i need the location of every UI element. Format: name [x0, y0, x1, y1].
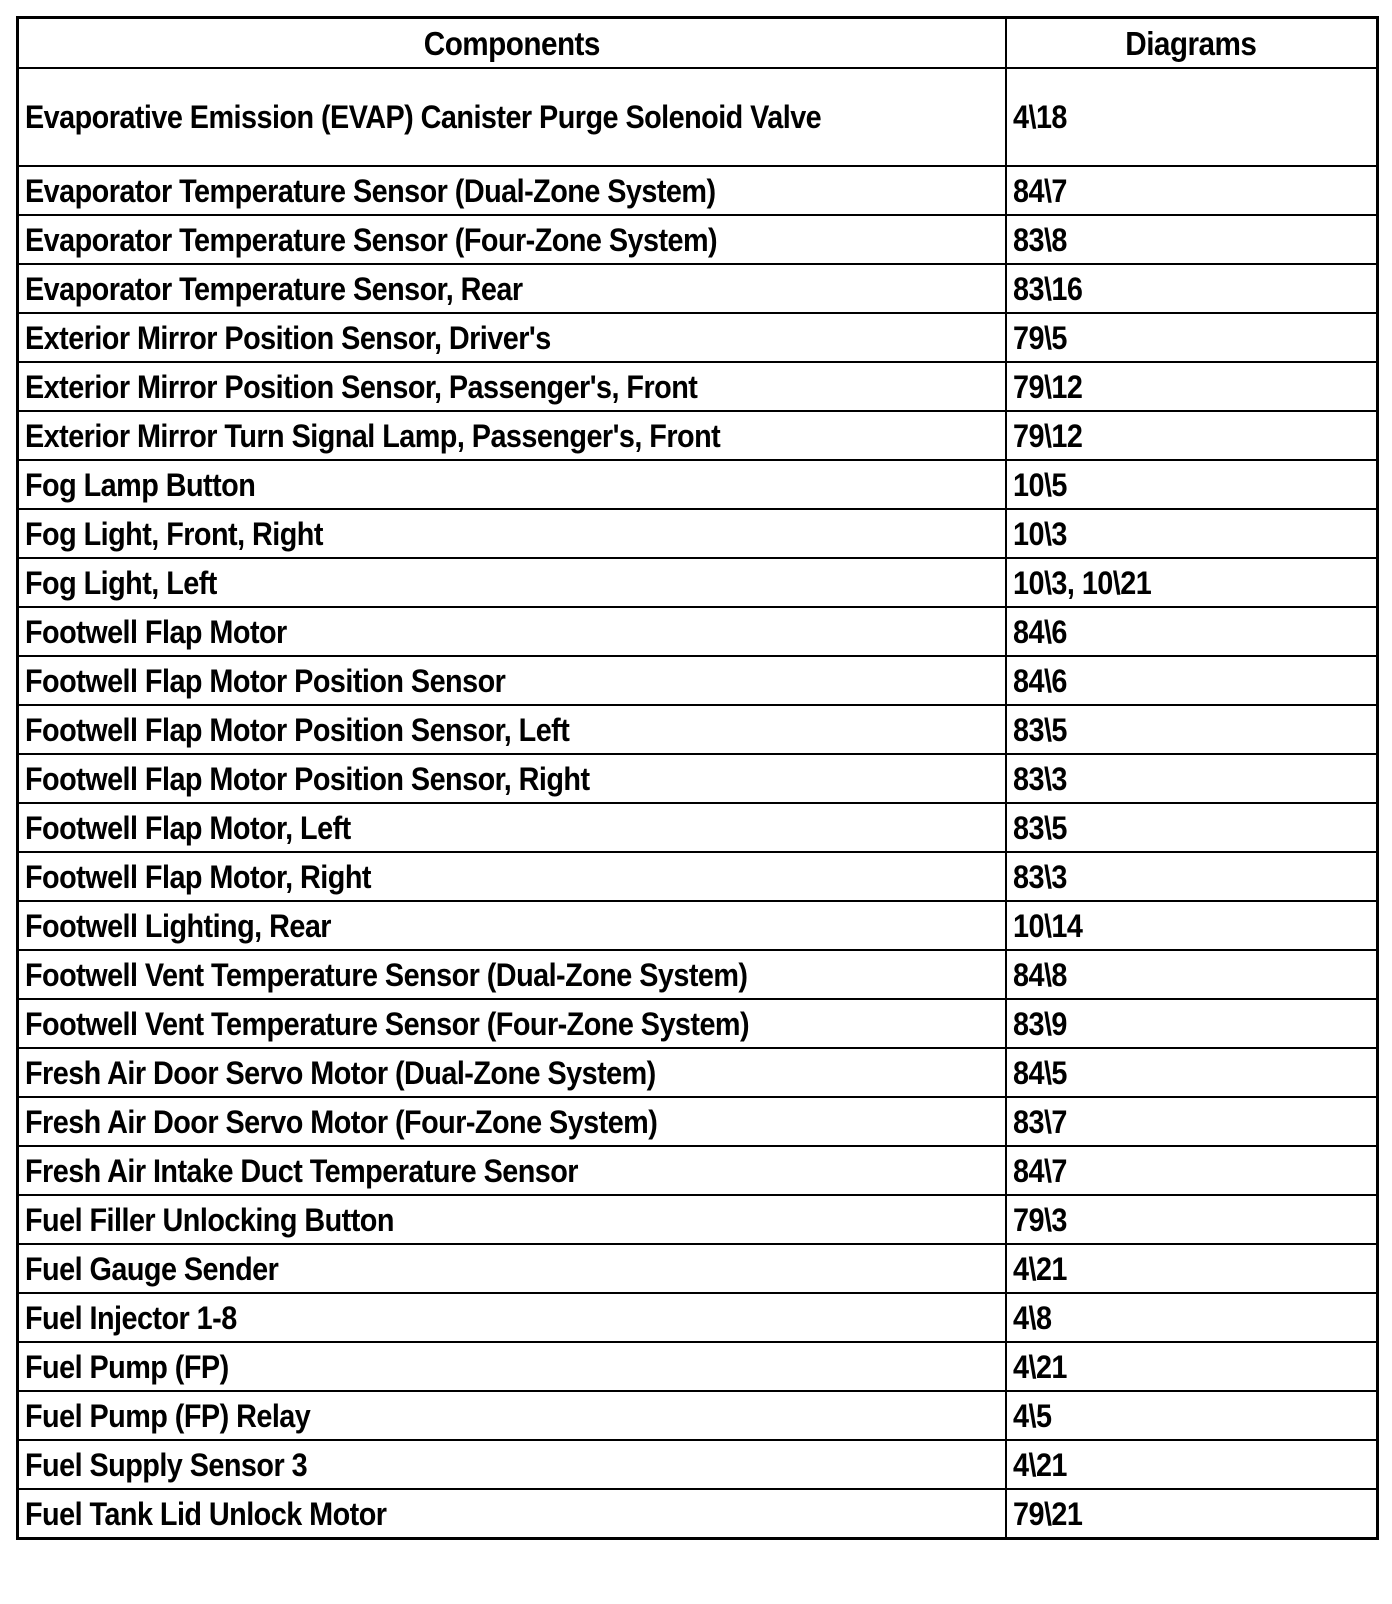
- table-row: [18, 215, 1378, 264]
- component-name: Exterior Mirror Position Sensor, Passenger's, Front: [25, 368, 698, 405]
- diagram-cell: [1006, 1097, 1378, 1146]
- component-cell: [18, 1489, 1006, 1539]
- table-row: [18, 1391, 1378, 1440]
- component-cell: [18, 166, 1006, 215]
- component-name: Exterior Mirror Turn Signal Lamp, Passenger's, Front: [25, 417, 721, 454]
- table-row: [18, 607, 1378, 656]
- diagram-ref: 4\18: [1012, 99, 1067, 135]
- diagram-ref: 84\6: [1012, 662, 1067, 699]
- diagram-cell: [1006, 950, 1378, 999]
- diagram-cell: [1006, 215, 1378, 264]
- diagram-cell: [1006, 705, 1378, 754]
- component-cell: [18, 313, 1006, 362]
- diagram-cell: [1006, 1489, 1378, 1539]
- diagram-ref: 83\7: [1012, 1103, 1067, 1140]
- component-name: Footwell Flap Motor, Left: [25, 809, 351, 846]
- table-row: [18, 558, 1378, 607]
- diagram-ref: 84\5: [1012, 1054, 1067, 1091]
- component-name: Footwell Flap Motor Position Sensor, Left: [25, 711, 570, 748]
- header-row: [18, 18, 1378, 69]
- document-page: [16, 16, 1376, 1540]
- table-row: [18, 950, 1378, 999]
- component-name: Fresh Air Intake Duct Temperature Sensor: [25, 1152, 578, 1189]
- diagram-ref: 83\5: [1012, 809, 1067, 846]
- table-row: [18, 754, 1378, 803]
- table-row: [18, 1440, 1378, 1489]
- component-name: Fog Light, Front, Right: [25, 515, 323, 552]
- diagram-cell: [1006, 656, 1378, 705]
- component-cell: [18, 1293, 1006, 1342]
- component-name: Fresh Air Door Servo Motor (Dual-Zone System): [25, 1054, 656, 1091]
- diagram-ref: 79\12: [1012, 368, 1082, 405]
- table-row: [18, 411, 1378, 460]
- table-row: [18, 264, 1378, 313]
- table-row: [18, 1244, 1378, 1293]
- component-cell: [18, 999, 1006, 1048]
- component-name: Fuel Filler Unlocking Button: [25, 1201, 394, 1238]
- diagram-ref: 83\3: [1012, 760, 1067, 797]
- diagram-cell: [1006, 362, 1378, 411]
- diagram-cell: [1006, 803, 1378, 852]
- component-cell: [18, 264, 1006, 313]
- component-name: Fresh Air Door Servo Motor (Four-Zone System): [25, 1103, 658, 1140]
- table-row: [18, 852, 1378, 901]
- table-row: [18, 509, 1378, 558]
- diagram-ref: 4\21: [1012, 1348, 1067, 1385]
- diagram-ref: 84\7: [1012, 1152, 1067, 1189]
- diagram-cell: [1006, 558, 1378, 607]
- component-cell: [18, 607, 1006, 656]
- component-name: Footwell Vent Temperature Sensor (Dual-Zone System): [25, 956, 748, 993]
- diagram-cell: [1006, 901, 1378, 950]
- diagram-ref: 83\9: [1012, 1005, 1067, 1042]
- table-row: [18, 1342, 1378, 1391]
- component-name: Footwell Vent Temperature Sensor (Four-Zone System): [25, 1005, 750, 1042]
- diagram-ref: 10\3, 10\21: [1012, 564, 1151, 601]
- diagram-ref: 79\21: [1012, 1495, 1082, 1532]
- diagram-ref: 79\5: [1012, 319, 1067, 356]
- table-row: [18, 656, 1378, 705]
- table-row: [18, 803, 1378, 852]
- diagram-cell: [1006, 460, 1378, 509]
- diagram-ref: 79\3: [1012, 1201, 1067, 1238]
- table-row: [18, 1195, 1378, 1244]
- component-cell: [18, 509, 1006, 558]
- component-cell: [18, 558, 1006, 607]
- table-row: [18, 1146, 1378, 1195]
- component-cell: [18, 705, 1006, 754]
- diagram-cell: [1006, 166, 1378, 215]
- diagram-ref: 83\8: [1012, 221, 1067, 258]
- component-name: Fuel Supply Sensor 3: [25, 1446, 308, 1483]
- diagram-cell: [1006, 1048, 1378, 1097]
- component-cell: [18, 460, 1006, 509]
- diagram-cell: [1006, 1440, 1378, 1489]
- diagram-cell: [1006, 1195, 1378, 1244]
- diagram-ref: 4\21: [1012, 1446, 1067, 1483]
- header-components: [18, 18, 1006, 69]
- diagram-cell: [1006, 754, 1378, 803]
- diagram-cell: [1006, 1293, 1378, 1342]
- diagram-ref: 83\16: [1012, 270, 1082, 307]
- components-table: [16, 16, 1379, 1540]
- component-cell: [18, 1146, 1006, 1195]
- component-name: Evaporator Temperature Sensor (Four-Zone System): [25, 221, 718, 258]
- table-row: [18, 1489, 1378, 1539]
- table-row: [18, 1097, 1378, 1146]
- component-cell: [18, 1048, 1006, 1097]
- diagram-ref: 4\5: [1012, 1397, 1051, 1434]
- diagram-ref: 4\21: [1012, 1250, 1067, 1287]
- diagram-cell: [1006, 313, 1378, 362]
- component-cell: [18, 656, 1006, 705]
- component-cell: [18, 1391, 1006, 1440]
- table-body: [18, 68, 1378, 1539]
- component-name: Fuel Tank Lid Unlock Motor: [25, 1495, 387, 1532]
- diagram-cell: [1006, 852, 1378, 901]
- component-cell: [18, 215, 1006, 264]
- header-diagrams: [1006, 18, 1378, 69]
- table-row: [18, 460, 1378, 509]
- component-name: Fuel Pump (FP): [25, 1348, 229, 1385]
- component-name: Evaporative Emission (EVAP) Canister Purge Solenoid Valve: [25, 99, 822, 135]
- diagram-ref: 83\3: [1012, 858, 1067, 895]
- table-row: [18, 313, 1378, 362]
- diagram-ref: 10\3: [1012, 515, 1067, 552]
- diagram-ref: 10\5: [1012, 466, 1067, 503]
- table-row: [18, 166, 1378, 215]
- header-components-label: Components: [423, 24, 600, 62]
- component-cell: [18, 362, 1006, 411]
- component-name: Footwell Flap Motor Position Sensor: [25, 662, 506, 699]
- table-row: [18, 901, 1378, 950]
- diagram-ref: 79\12: [1012, 417, 1082, 454]
- component-cell: [18, 68, 1006, 166]
- diagram-ref: 4\8: [1012, 1299, 1051, 1336]
- component-name: Footwell Flap Motor, Right: [25, 858, 371, 895]
- component-cell: [18, 901, 1006, 950]
- component-name: Evaporator Temperature Sensor, Rear: [25, 270, 523, 307]
- diagram-ref: 84\8: [1012, 956, 1067, 993]
- component-name: Fog Light, Left: [25, 564, 217, 601]
- component-name: Footwell Lighting, Rear: [25, 907, 331, 944]
- diagram-cell: [1006, 607, 1378, 656]
- diagram-ref: 83\5: [1012, 711, 1067, 748]
- component-name: Fog Lamp Button: [25, 466, 256, 503]
- table-row: [18, 362, 1378, 411]
- diagram-cell: [1006, 411, 1378, 460]
- table-row: [18, 68, 1378, 166]
- component-name: Fuel Pump (FP) Relay: [25, 1397, 311, 1434]
- diagram-ref: 84\6: [1012, 613, 1067, 650]
- component-cell: [18, 1342, 1006, 1391]
- component-name: Footwell Flap Motor Position Sensor, Right: [25, 760, 590, 797]
- diagram-cell: [1006, 1391, 1378, 1440]
- diagram-cell: [1006, 509, 1378, 558]
- header-diagrams-label: Diagrams: [1125, 24, 1257, 62]
- diagram-cell: [1006, 999, 1378, 1048]
- table-row: [18, 1048, 1378, 1097]
- table-row: [18, 1293, 1378, 1342]
- component-cell: [18, 950, 1006, 999]
- diagram-cell: [1006, 264, 1378, 313]
- diagram-cell: [1006, 1146, 1378, 1195]
- diagram-cell: [1006, 1244, 1378, 1293]
- component-cell: [18, 411, 1006, 460]
- table-row: [18, 705, 1378, 754]
- component-cell: [18, 754, 1006, 803]
- diagram-ref: 84\7: [1012, 172, 1067, 209]
- table-header: [18, 18, 1378, 69]
- component-cell: [18, 1440, 1006, 1489]
- component-name: Fuel Gauge Sender: [25, 1250, 279, 1287]
- component-name: Fuel Injector 1-8: [25, 1299, 237, 1336]
- component-cell: [18, 1195, 1006, 1244]
- component-name: Footwell Flap Motor: [25, 613, 287, 650]
- diagram-cell: [1006, 68, 1378, 166]
- component-cell: [18, 803, 1006, 852]
- diagram-ref: 10\14: [1012, 907, 1082, 944]
- diagram-cell: [1006, 1342, 1378, 1391]
- table-row: [18, 999, 1378, 1048]
- component-cell: [18, 1244, 1006, 1293]
- component-name: Evaporator Temperature Sensor (Dual-Zone System): [25, 172, 716, 209]
- component-cell: [18, 852, 1006, 901]
- component-name: Exterior Mirror Position Sensor, Driver's: [25, 319, 551, 356]
- component-cell: [18, 1097, 1006, 1146]
